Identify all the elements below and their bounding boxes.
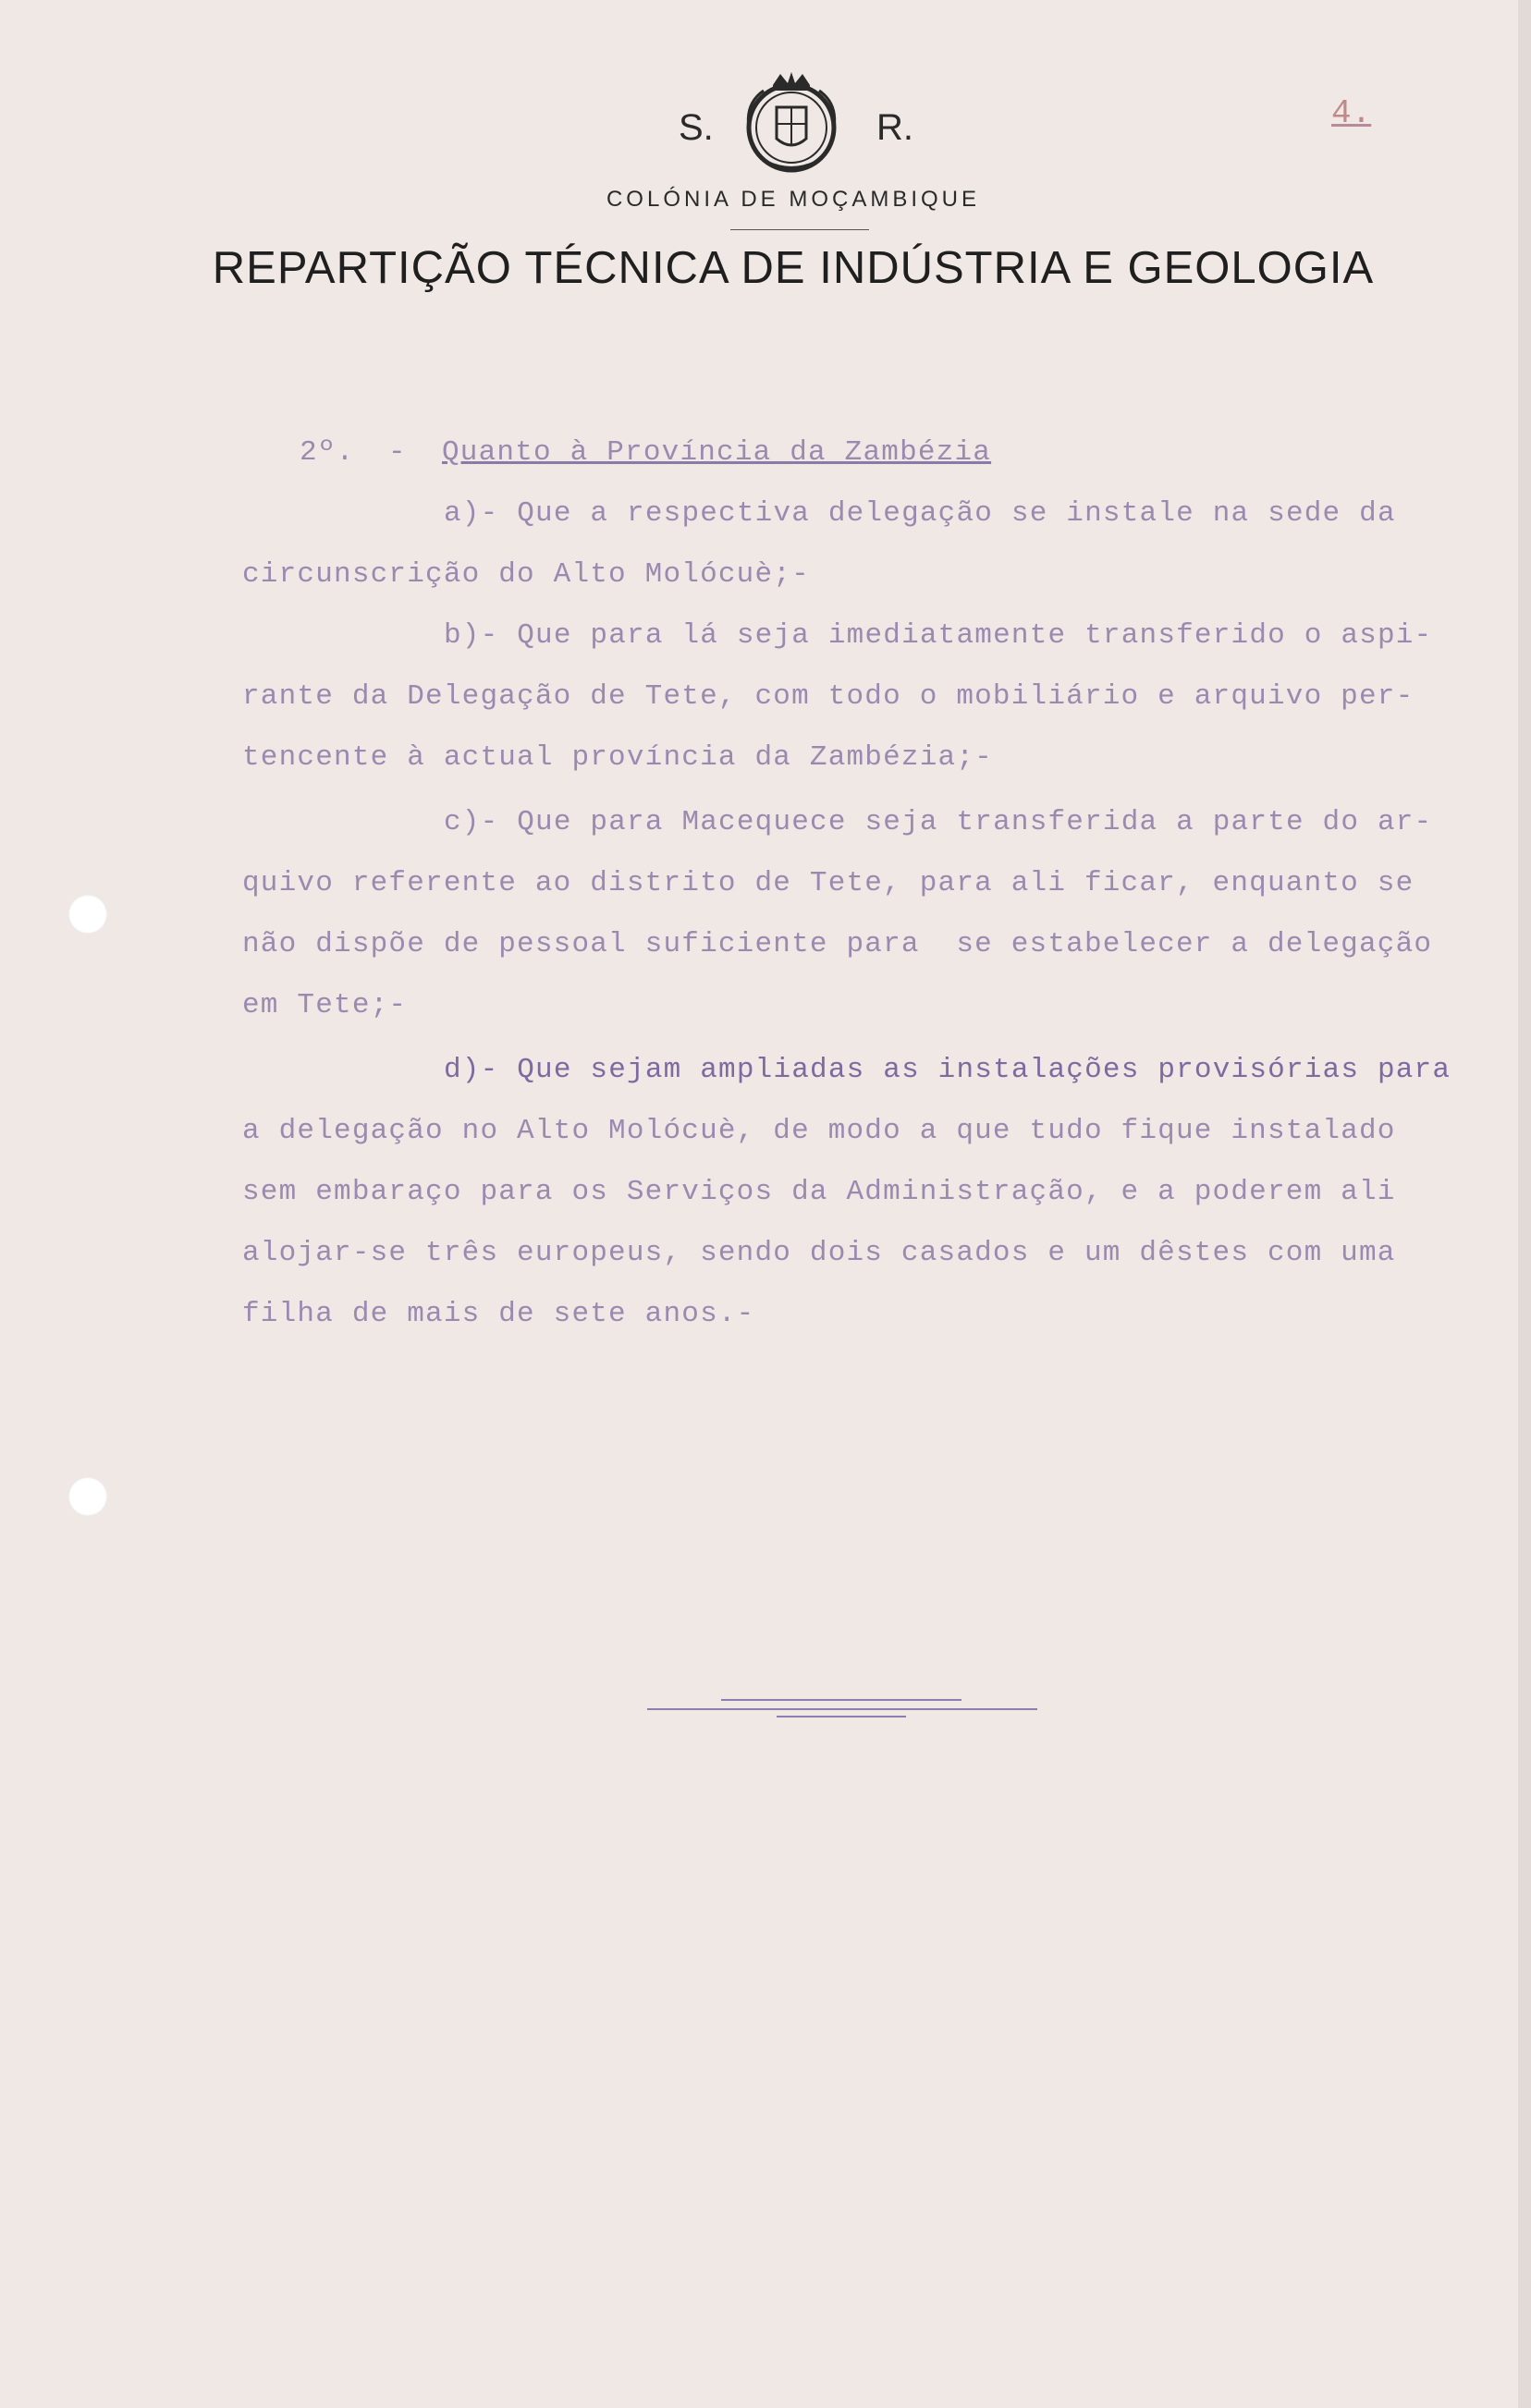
punch-hole-top — [68, 895, 107, 934]
closing-rule-bottom — [777, 1716, 906, 1717]
item-a-line-1: a)- Que a respectiva delegação se instale na sede da — [444, 497, 1396, 530]
item-a-line-2: circunscrição do Alto Molócuè;- — [242, 558, 810, 591]
letterhead-left-initial: S. — [679, 107, 714, 148]
item-b-line-2: rante da Delegação de Tete, com todo o mobiliário e arquivo per- — [242, 680, 1415, 713]
letterhead-right-initial: R. — [876, 107, 913, 148]
punch-hole-bottom — [68, 1477, 107, 1516]
item-c-line-2: quivo referente ao distrito de Tete, para ali ficar, enquanto se — [242, 867, 1415, 899]
item-b-line-3: tencente à actual província da Zambézia;- — [242, 741, 993, 774]
department-title: REPARTIÇÃO TÉCNICA DE INDÚSTRIA E GEOLOGIA — [212, 243, 1375, 293]
coat-of-arms-emblem — [736, 67, 847, 177]
page-number: 4. — [1331, 94, 1372, 132]
item-c-line-4: em Tete;- — [242, 989, 408, 1021]
paper-edge — [1518, 0, 1531, 2408]
closing-rule-top — [721, 1699, 961, 1701]
item-c-line-1: c)- Que para Macequece seja transferida a parte do ar- — [444, 806, 1433, 838]
item-d-line-2: a delegação no Alto Molócuè, de modo a que tudo fique instalado — [242, 1115, 1396, 1147]
closing-rule-main — [647, 1708, 1037, 1710]
item-d-line-5: filha de mais de sete anos.- — [242, 1298, 755, 1330]
colony-divider — [730, 229, 869, 230]
item-d-line-1: d)- Que sejam ampliadas as instalações provisórias para — [444, 1054, 1451, 1086]
section-title: Quanto à Província da Zambézia — [442, 436, 992, 469]
item-b-line-1: b)- Que para lá seja imediatamente transferido o aspi- — [444, 619, 1433, 652]
section-dash: - — [388, 436, 407, 469]
colony-name: COLÓNIA DE MOÇAMBIQUE — [606, 187, 981, 212]
item-d-line-4: alojar-se três europeus, sendo dois casados e um dêstes com uma — [242, 1237, 1396, 1269]
item-d-line-3: sem embaraço para os Serviços da Administração, e a poderem ali — [242, 1176, 1396, 1208]
item-c-line-3: não dispõe de pessoal suficiente para se estabelecer a delegação — [242, 928, 1433, 960]
section-number: 2º. — [300, 436, 355, 469]
